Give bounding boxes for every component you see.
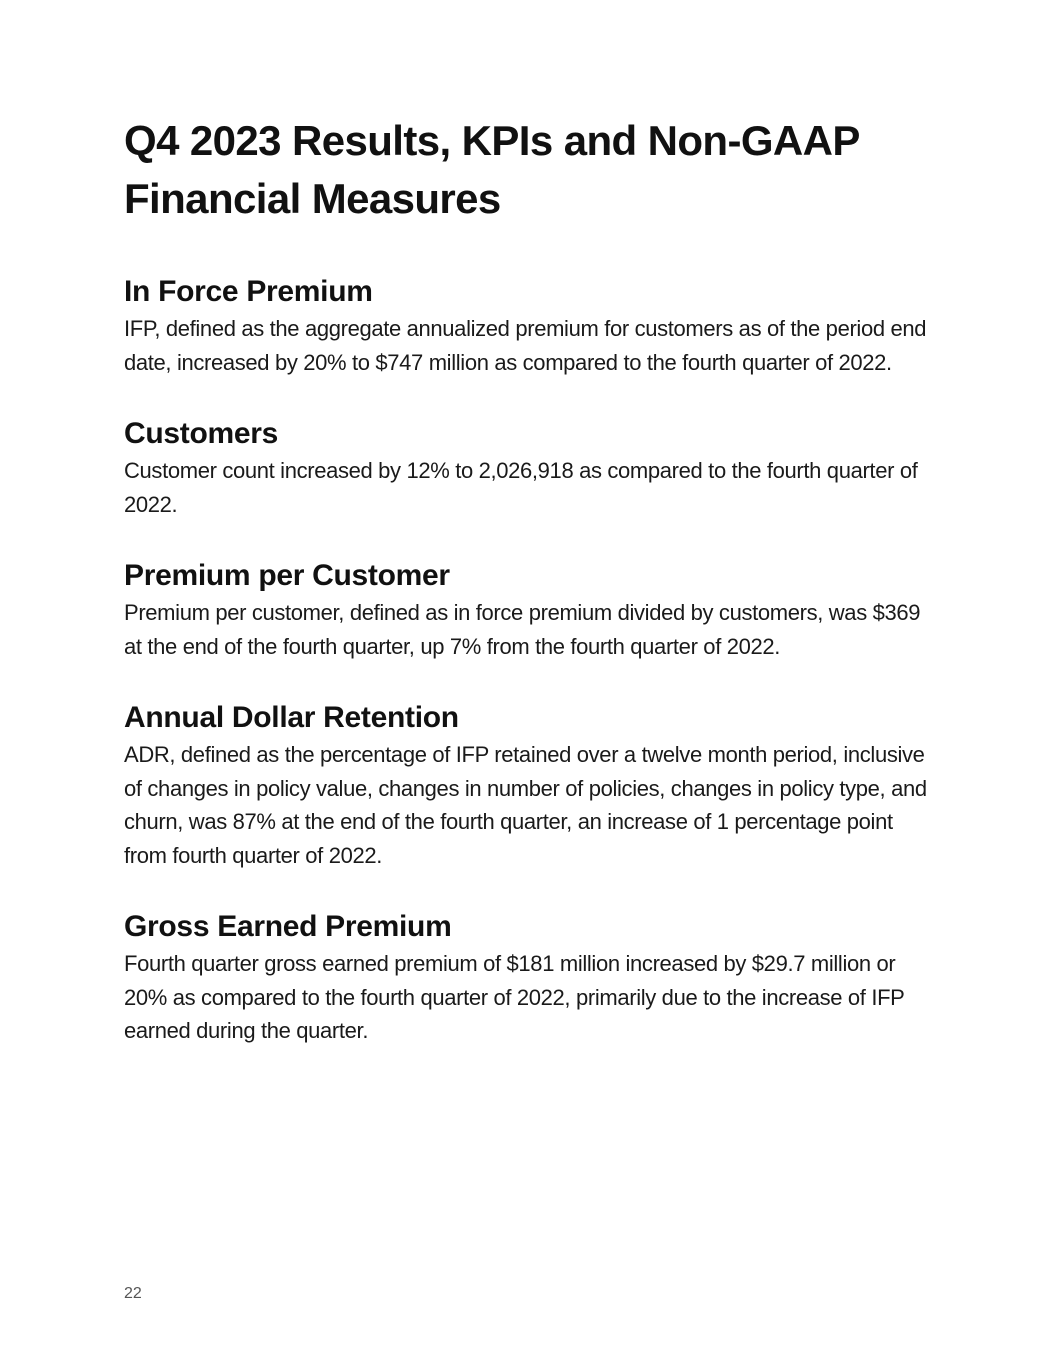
section-body: IFP, defined as the aggregate annualized premium for customers as of the period end date, increased by 20% to $747 million as compared to the fourth quarter of 2022.	[124, 316, 927, 375]
section-heading: Gross Earned Premium	[124, 910, 452, 943]
section-heading: Premium per Customer	[124, 559, 450, 592]
section-body: ADR, defined as the percentage of IFP retained over a twelve month period, inclusive of changes in policy value, changes in number of policies, changes in policy type, and churn, was 87% at the end of the fourth quarter, an increase of 1 percentage point from fourth quarter of 2022.	[124, 742, 927, 868]
section-customers	[124, 414, 934, 521]
section-in-force-premium	[124, 272, 934, 379]
section-heading: In Force Premium	[124, 275, 373, 308]
section-body: Fourth quarter gross earned premium of $181 million increased by $29.7 million or 20% as compared to the fourth quarter of 2022, primarily due to the increase of IFP earned during the quarter.	[124, 951, 905, 1043]
section-body: Premium per customer, defined as in force premium divided by customers, was $369 at the end of the fourth quarter, up 7% from the fourth quarter of 2022.	[124, 600, 921, 659]
page-number: 22	[124, 1285, 142, 1302]
document-page	[124, 112, 934, 1048]
section-premium-per-customer	[124, 556, 934, 663]
section-heading: Customers	[124, 417, 279, 450]
section-gross-earned-premium	[124, 907, 934, 1048]
section-annual-dollar-retention	[124, 698, 934, 872]
section-body: Customer count increased by 12% to 2,026,918 as compared to the fourth quarter of 2022.	[124, 458, 918, 517]
section-heading: Annual Dollar Retention	[124, 701, 459, 734]
page-title: Q4 2023 Results, KPIs and Non-GAAP Financial Measures	[124, 117, 860, 222]
